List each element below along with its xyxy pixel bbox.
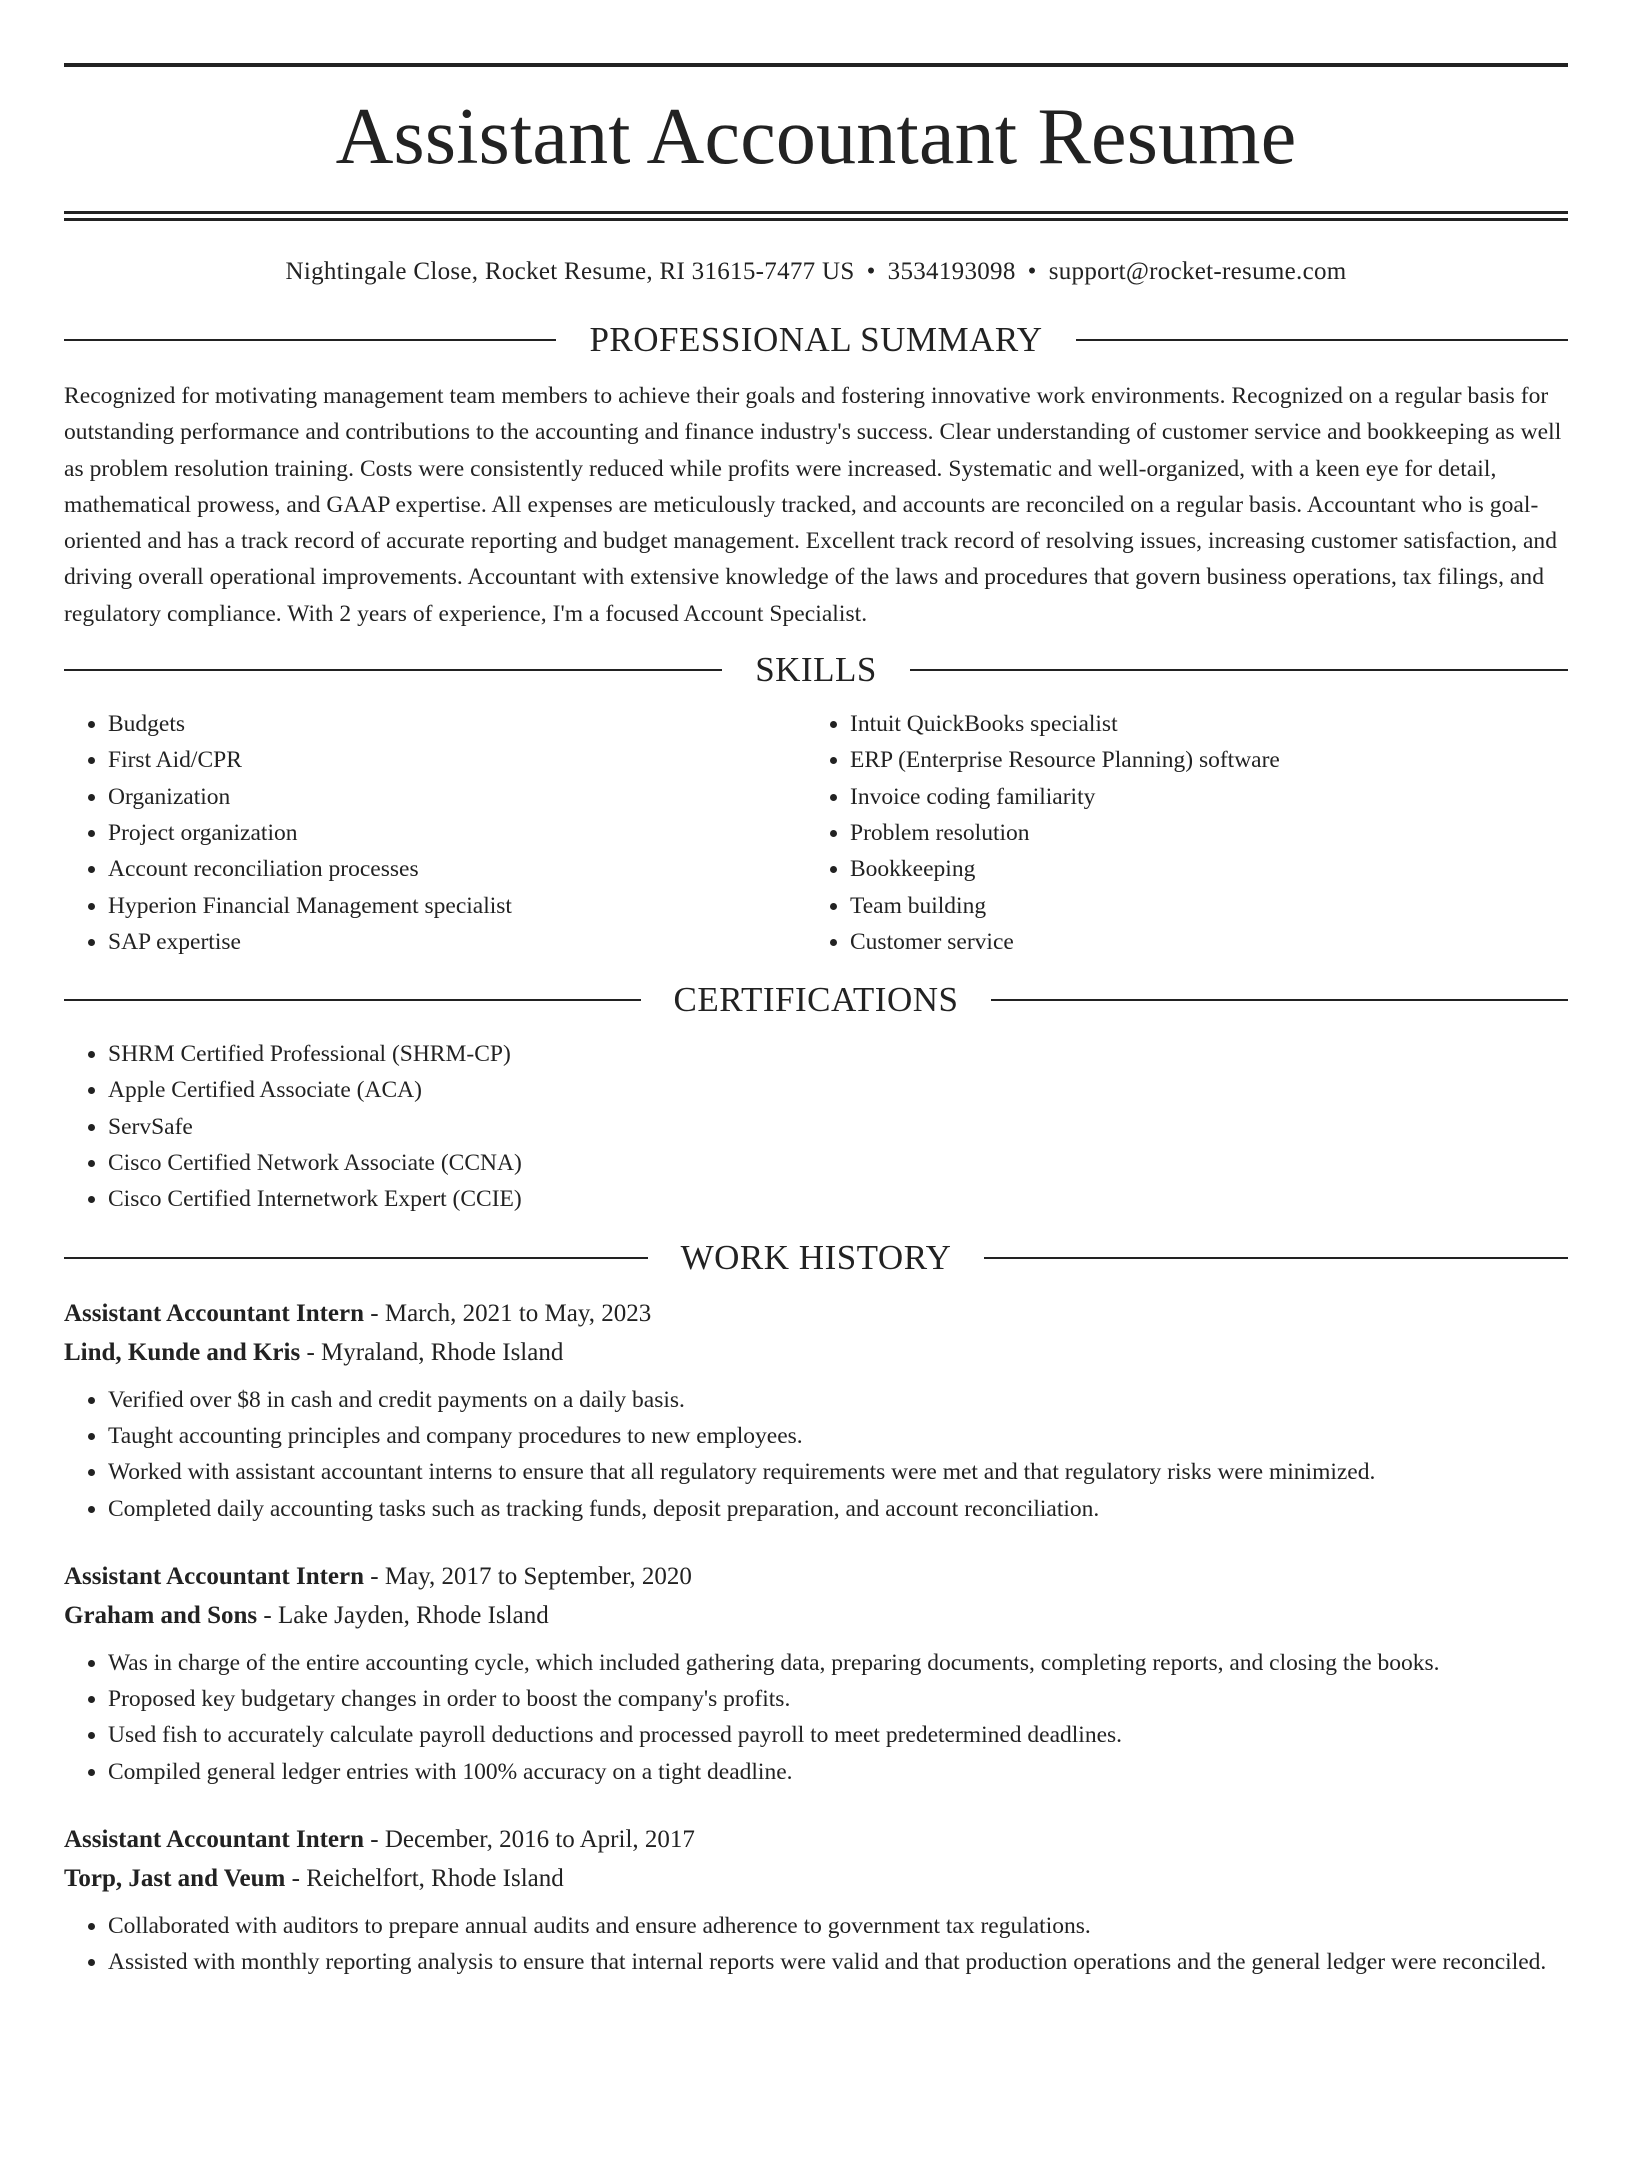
skill-item: • Team building [850,888,1568,924]
section-rule-right [910,669,1568,671]
section-rule-right [1076,339,1568,341]
job-company-line [64,1596,1568,1635]
job-title-line [64,1557,1568,1596]
top-rule [64,63,1568,67]
section-header-summary [64,318,1568,362]
skill-item: • Intuit QuickBooks specialist [850,706,1568,742]
section-title-summary: PROFESSIONAL SUMMARY [589,320,1043,359]
job-bullet: • Completed daily accounting tasks such as tracking funds, deposit preparation, and account reconciliation. [108,1491,1568,1527]
skill-item: • Hyperion Financial Management specialist [108,888,806,924]
job-bullet: • Proposed key budgetary changes in order to boost the company's profits. [108,1681,1568,1717]
certification-item: • ServSafe [108,1109,1568,1145]
section-header-certifications [64,978,1568,1022]
job-bullets [64,1908,1568,1981]
certification-item: • SHRM Certified Professional (SHRM-CP) [108,1036,1568,1072]
job-bullet: • Taught accounting principles and company procedures to new employees. [108,1418,1568,1454]
title-double-rule [64,211,1568,221]
section-title-skills: SKILLS [755,650,877,690]
certifications-list [64,1036,1568,1217]
certification-item: • Cisco Certified Network Associate (CCNA) [108,1145,1568,1181]
certification-item: • Cisco Certified Internetwork Expert (CCIE) [108,1181,1568,1217]
job-company-line [64,1333,1568,1372]
contact-separator: • [866,258,876,285]
section-header-skills [64,648,1568,692]
resume-page [0,63,1632,2175]
section-rule-left [64,669,722,671]
skill-item: • Customer service [850,924,1568,960]
skill-item: • Account reconciliation processes [108,851,806,887]
skill-item: • SAP expertise [108,924,806,960]
job-title: Assistant Accountant Intern [64,1562,365,1590]
job-company: Torp, Jast and Veum [64,1865,286,1893]
contact-email: support@rocket-resume.com [1048,258,1347,285]
contact-separator: • [1027,258,1037,285]
contact-line [64,255,1568,289]
job-entry [64,1820,1568,1981]
job-entry [64,1294,1568,1527]
job-dates: - December, 2016 to April, 2017 [364,1826,695,1854]
job-company: Lind, Kunde and Kris [64,1338,301,1366]
skill-item: • ERP (Enterprise Resource Planning) software [850,742,1568,778]
job-bullet: • Was in charge of the entire accounting cycle, which included gathering data, preparing documents, completing reports, and closing the books. [108,1645,1568,1681]
job-bullet: • Worked with assistant accountant interns to ensure that all regulatory requirements were met and that regulatory risks were minimized. [108,1454,1568,1490]
job-bullet: • Verified over $8 in cash and credit payments on a daily basis. [108,1382,1568,1418]
skill-item: • Organization [108,779,806,815]
contact-phone: 3534193098 [887,258,1016,285]
job-location: - Reichelfort, Rhode Island [285,1865,564,1893]
section-title-certifications: CERTIFICATIONS [673,980,959,1020]
job-location: - Lake Jayden, Rhode Island [257,1601,549,1629]
job-title-line [64,1294,1568,1333]
job-title-line [64,1820,1568,1859]
summary-paragraph: Recognized for motivating management team members to achieve their goals and fostering innovative work environments. Recognized on a regular basis for outstanding performance and contributions to the accounting and finance industry's success. Clear understanding of customer service and bookkeeping as well as problem resolution training. Costs were consistently reduced while profits were increased. Systematic and well-organized, with a keen eye for detail, mathematical prowess, and GAAP expertise. All expenses are meticulously tracked, and accounts are reconciled on a regular basis. Accountant who is goal-oriented and has a track record of accurate reporting and budget management. Excellent track record of resolving issues, increasing customer satisfaction, and driving overall operational improvements. Accountant with extensive knowledge of the laws and procedures that govern business operations, tax filings, and regulatory compliance. With 2 years of experience, I'm a focused Account Specialist. [64,383,1562,627]
skill-item: • Project organization [108,815,806,851]
skill-item: • First Aid/CPR [108,742,806,778]
job-company-line [64,1859,1568,1898]
job-title: Assistant Accountant Intern [64,1826,365,1854]
section-header-work-history [64,1236,1568,1280]
job-entry [64,1557,1568,1790]
section-rule-left [64,339,556,341]
job-bullets [64,1645,1568,1790]
job-dates: - March, 2021 to May, 2023 [364,1299,652,1327]
job-bullets [64,1382,1568,1527]
skill-item: • Bookkeeping [850,851,1568,887]
section-rule-left [64,999,641,1001]
resume-title: Assistant Accountant Resume [335,93,1297,181]
job-company: Graham and Sons [64,1601,258,1629]
certification-item: • Apple Certified Associate (ACA) [108,1072,1568,1108]
skills-column-left [64,706,806,960]
job-location: - Myraland, Rhode Island [300,1338,564,1366]
section-rule-left [64,1257,648,1259]
job-bullet: • Used fish to accurately calculate payroll deductions and processed payroll to meet predetermined deadlines. [108,1717,1568,1753]
job-bullet: • Assisted with monthly reporting analysis to ensure that internal reports were valid and that production operations and the general ledger were reconciled. [108,1944,1568,1980]
skills-list [64,706,1568,960]
job-bullet: • Collaborated with auditors to prepare annual audits and ensure adherence to government tax regulations. [108,1908,1568,1944]
section-title-work-history: WORK HISTORY [680,1237,952,1277]
skill-item: • Problem resolution [850,815,1568,851]
contact-address: Nightingale Close, Rocket Resume, RI 31615-7477 US [285,258,855,285]
job-bullet: • Compiled general ledger entries with 100% accuracy on a tight deadline. [108,1754,1568,1790]
skill-item: • Budgets [108,706,806,742]
job-dates: - May, 2017 to September, 2020 [364,1562,692,1590]
section-rule-right [991,999,1568,1001]
section-rule-right [984,1257,1568,1259]
skill-item: • Invoice coding familiarity [850,779,1568,815]
job-title: Assistant Accountant Intern [64,1299,365,1327]
skills-column-right [806,706,1568,960]
